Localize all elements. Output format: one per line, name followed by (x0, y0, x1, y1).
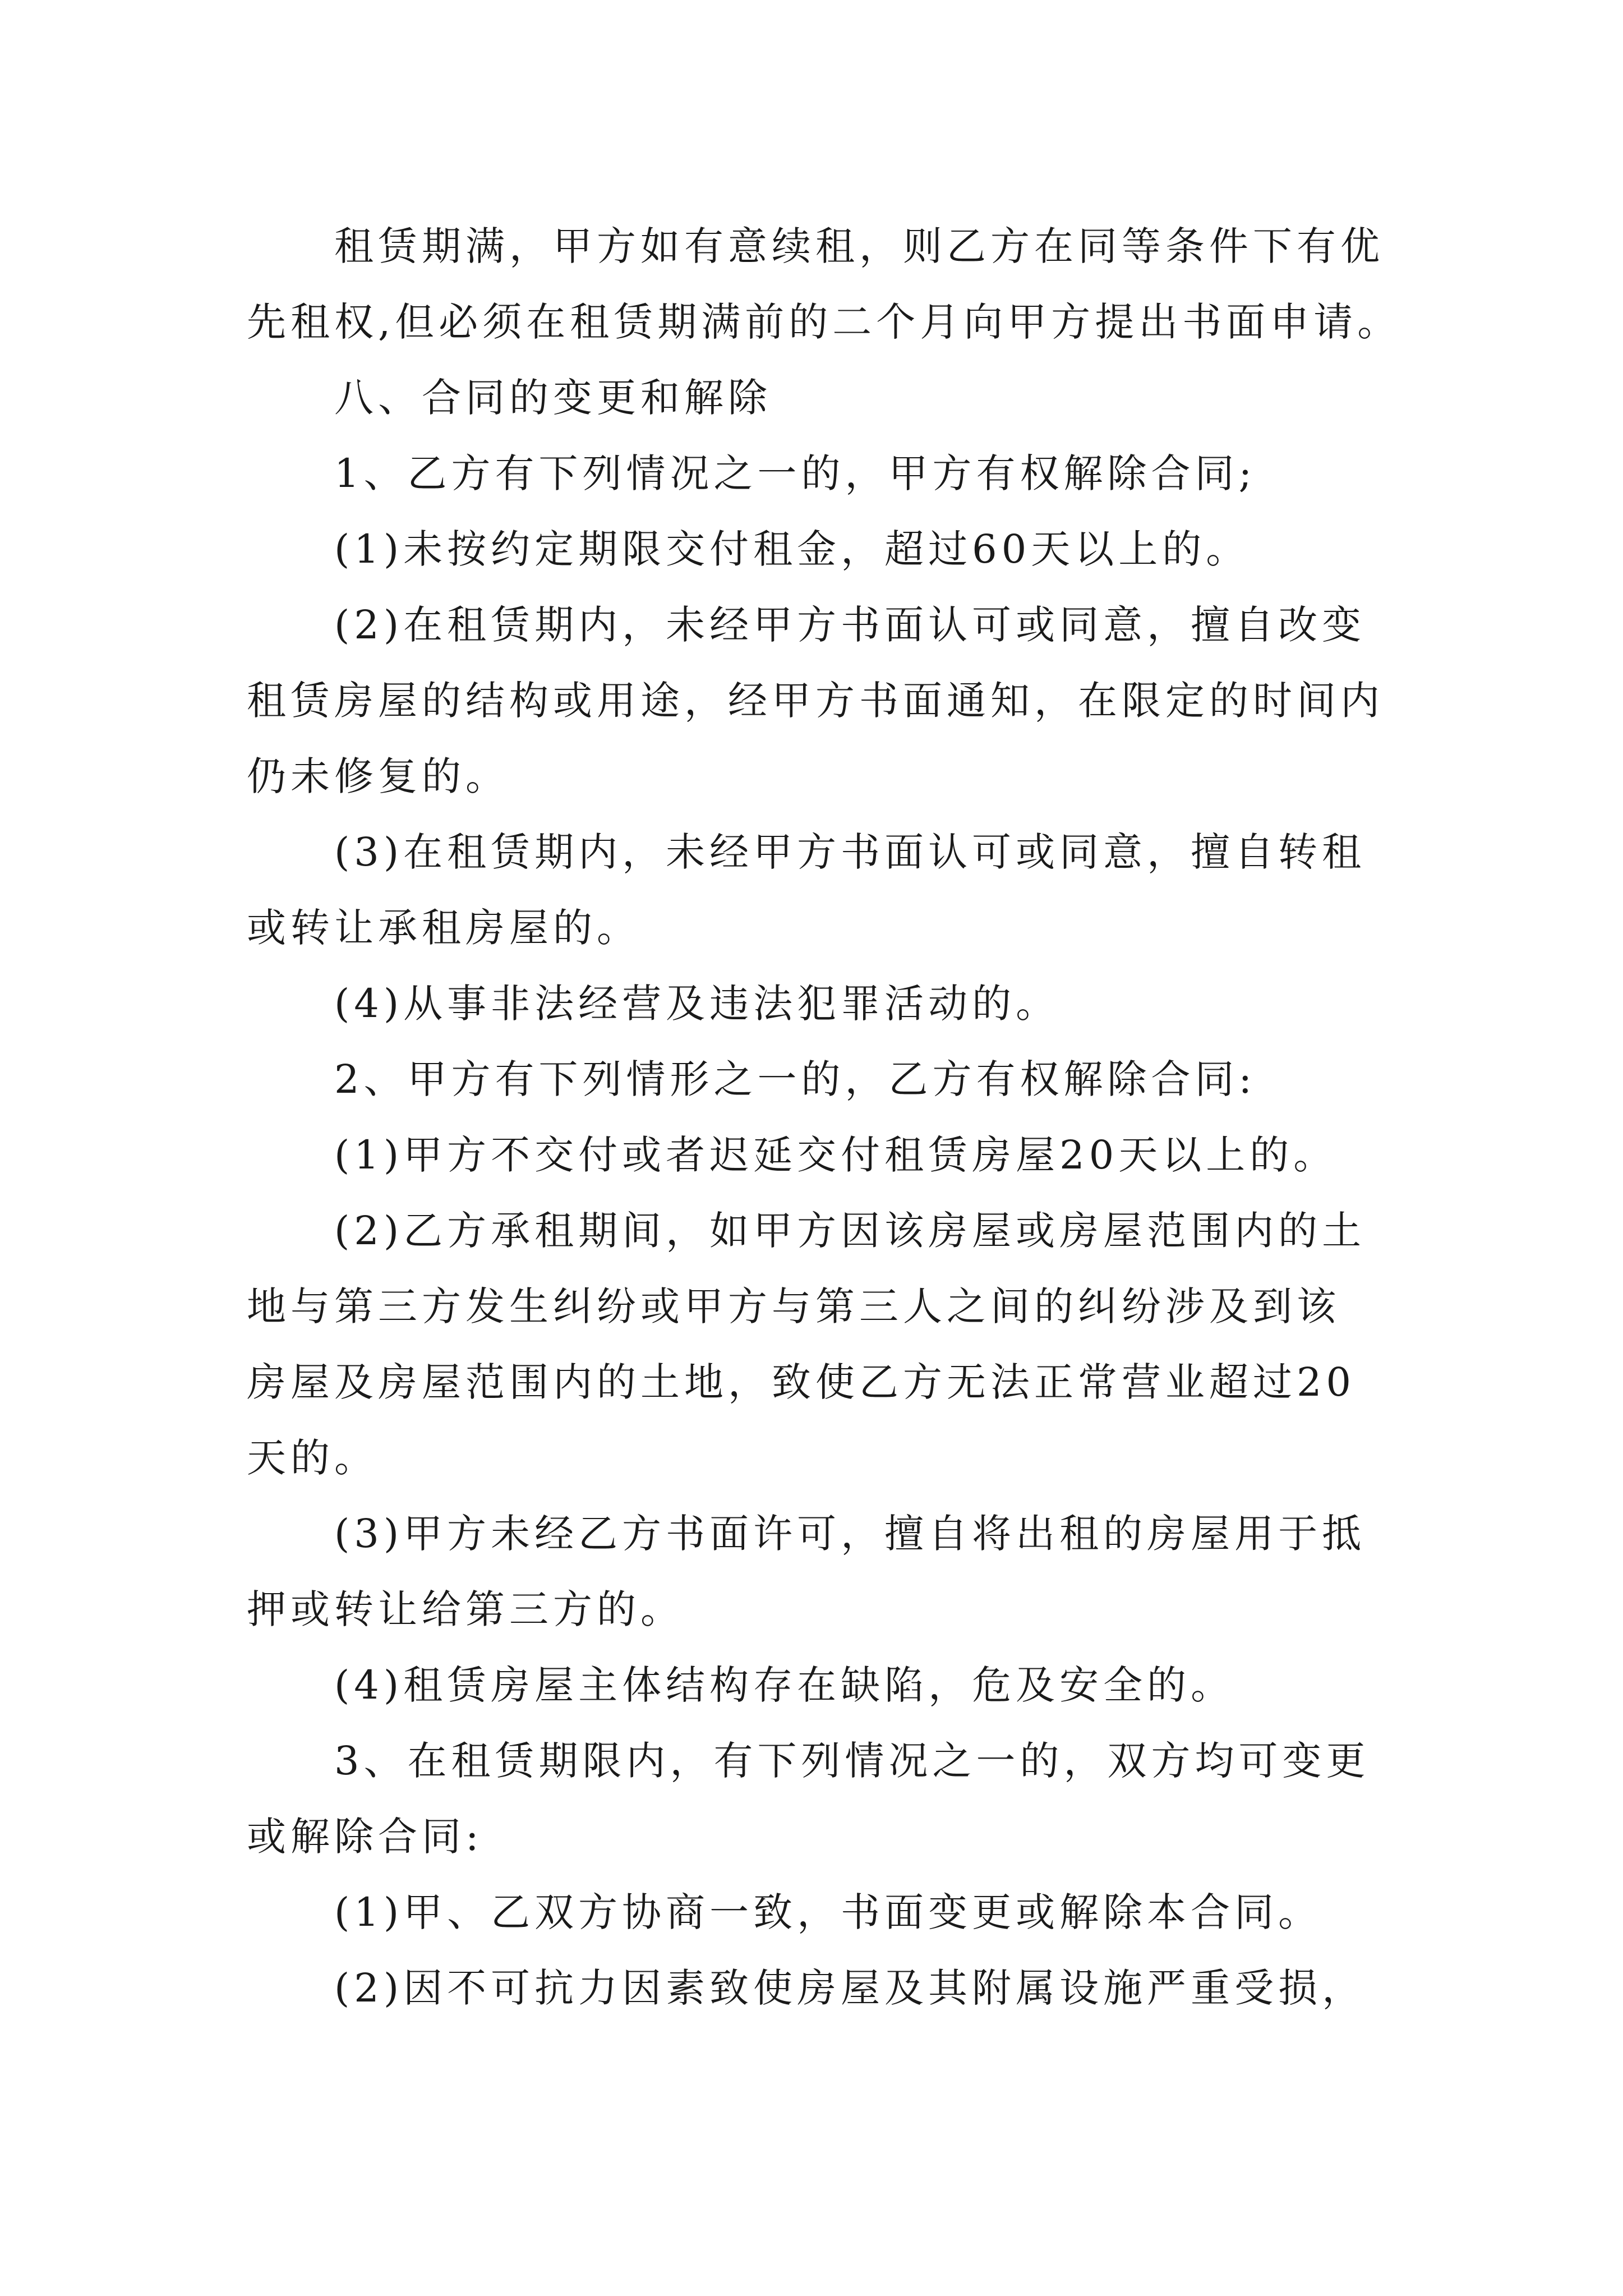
sub-clause (247, 1117, 1413, 1193)
text-line: (1)甲方不交付或者迟延交付租赁房屋20天以上的。 (334, 1132, 1338, 1178)
sub-clause (247, 1648, 1413, 1723)
text-line: (4)从事非法经营及违法犯罪活动的。 (334, 981, 1060, 1027)
text-line: (2)在租赁期内，未经甲方书面认可或同意，擅自改变 (334, 602, 1366, 648)
text-line: 或解除合同: (247, 1814, 483, 1860)
text-line: 押或转让给第三方的。 (247, 1586, 684, 1632)
text-line: 房屋及房屋范围内的土地，致使乙方无法正常营业超过20 (247, 1359, 1356, 1405)
clause (247, 436, 1413, 512)
paragraph-renewal (247, 209, 1413, 360)
clause (247, 1042, 1413, 1117)
text-line: 仍未修复的。 (247, 753, 509, 799)
text-line: 或转让承租房屋的。 (247, 905, 640, 951)
text-line: 租赁房屋的结构或用途，经甲方书面通知，在限定的时间内 (247, 678, 1384, 724)
sub-clause (247, 512, 1413, 587)
sub-clause (247, 1950, 1413, 2026)
text-line: 2、甲方有下列情形之一的，乙方有权解除合同: (334, 1056, 1257, 1102)
text-line: (2)乙方承租期间，如甲方因该房屋或房屋范围内的土 (334, 1208, 1366, 1254)
text-line: 八、合同的变更和解除 (334, 375, 772, 421)
text-line: (1)甲、乙双方协商一致，书面变更或解除本合同。 (334, 1889, 1322, 1935)
text-line: 1、乙方有下列情况之一的，甲方有权解除合同; (334, 450, 1257, 496)
sub-clause (247, 1875, 1413, 1950)
clause (247, 1723, 1413, 1875)
text-line: 先租权,但必须在租赁期满前的二个月向甲方提出书面申请。 (247, 299, 1401, 345)
text-line: 3、在租赁期限内，有下列情况之一的，双方均可变更 (334, 1738, 1370, 1784)
sub-clause (247, 1496, 1413, 1648)
text-line: (3)甲方未经乙方书面许可，擅自将出租的房屋用于抵 (334, 1511, 1366, 1557)
text-line: (1)未按约定期限交付租金，超过60天以上的。 (334, 526, 1250, 572)
sub-clause (247, 815, 1413, 966)
text-line: 天的。 (247, 1435, 378, 1481)
text-line: 地与第三方发生纠纷或甲方与第三人之间的纠纷涉及到该 (247, 1283, 1340, 1329)
sub-clause (247, 587, 1413, 815)
section-heading (247, 360, 1413, 436)
text-line: (3)在租赁期内，未经甲方书面认可或同意，擅自转租 (334, 829, 1366, 875)
text-line: (2)因不可抗力因素致使房屋及其附属设施严重受损， (334, 1965, 1366, 2011)
text-line: 租赁期满，甲方如有意续租，则乙方在同等条件下有优 (334, 223, 1384, 269)
text-line: (4)租赁房屋主体结构存在缺陷，危及安全的。 (334, 1662, 1235, 1708)
document-body (247, 209, 1413, 2026)
sub-clause (247, 966, 1413, 1042)
sub-clause (247, 1193, 1413, 1496)
